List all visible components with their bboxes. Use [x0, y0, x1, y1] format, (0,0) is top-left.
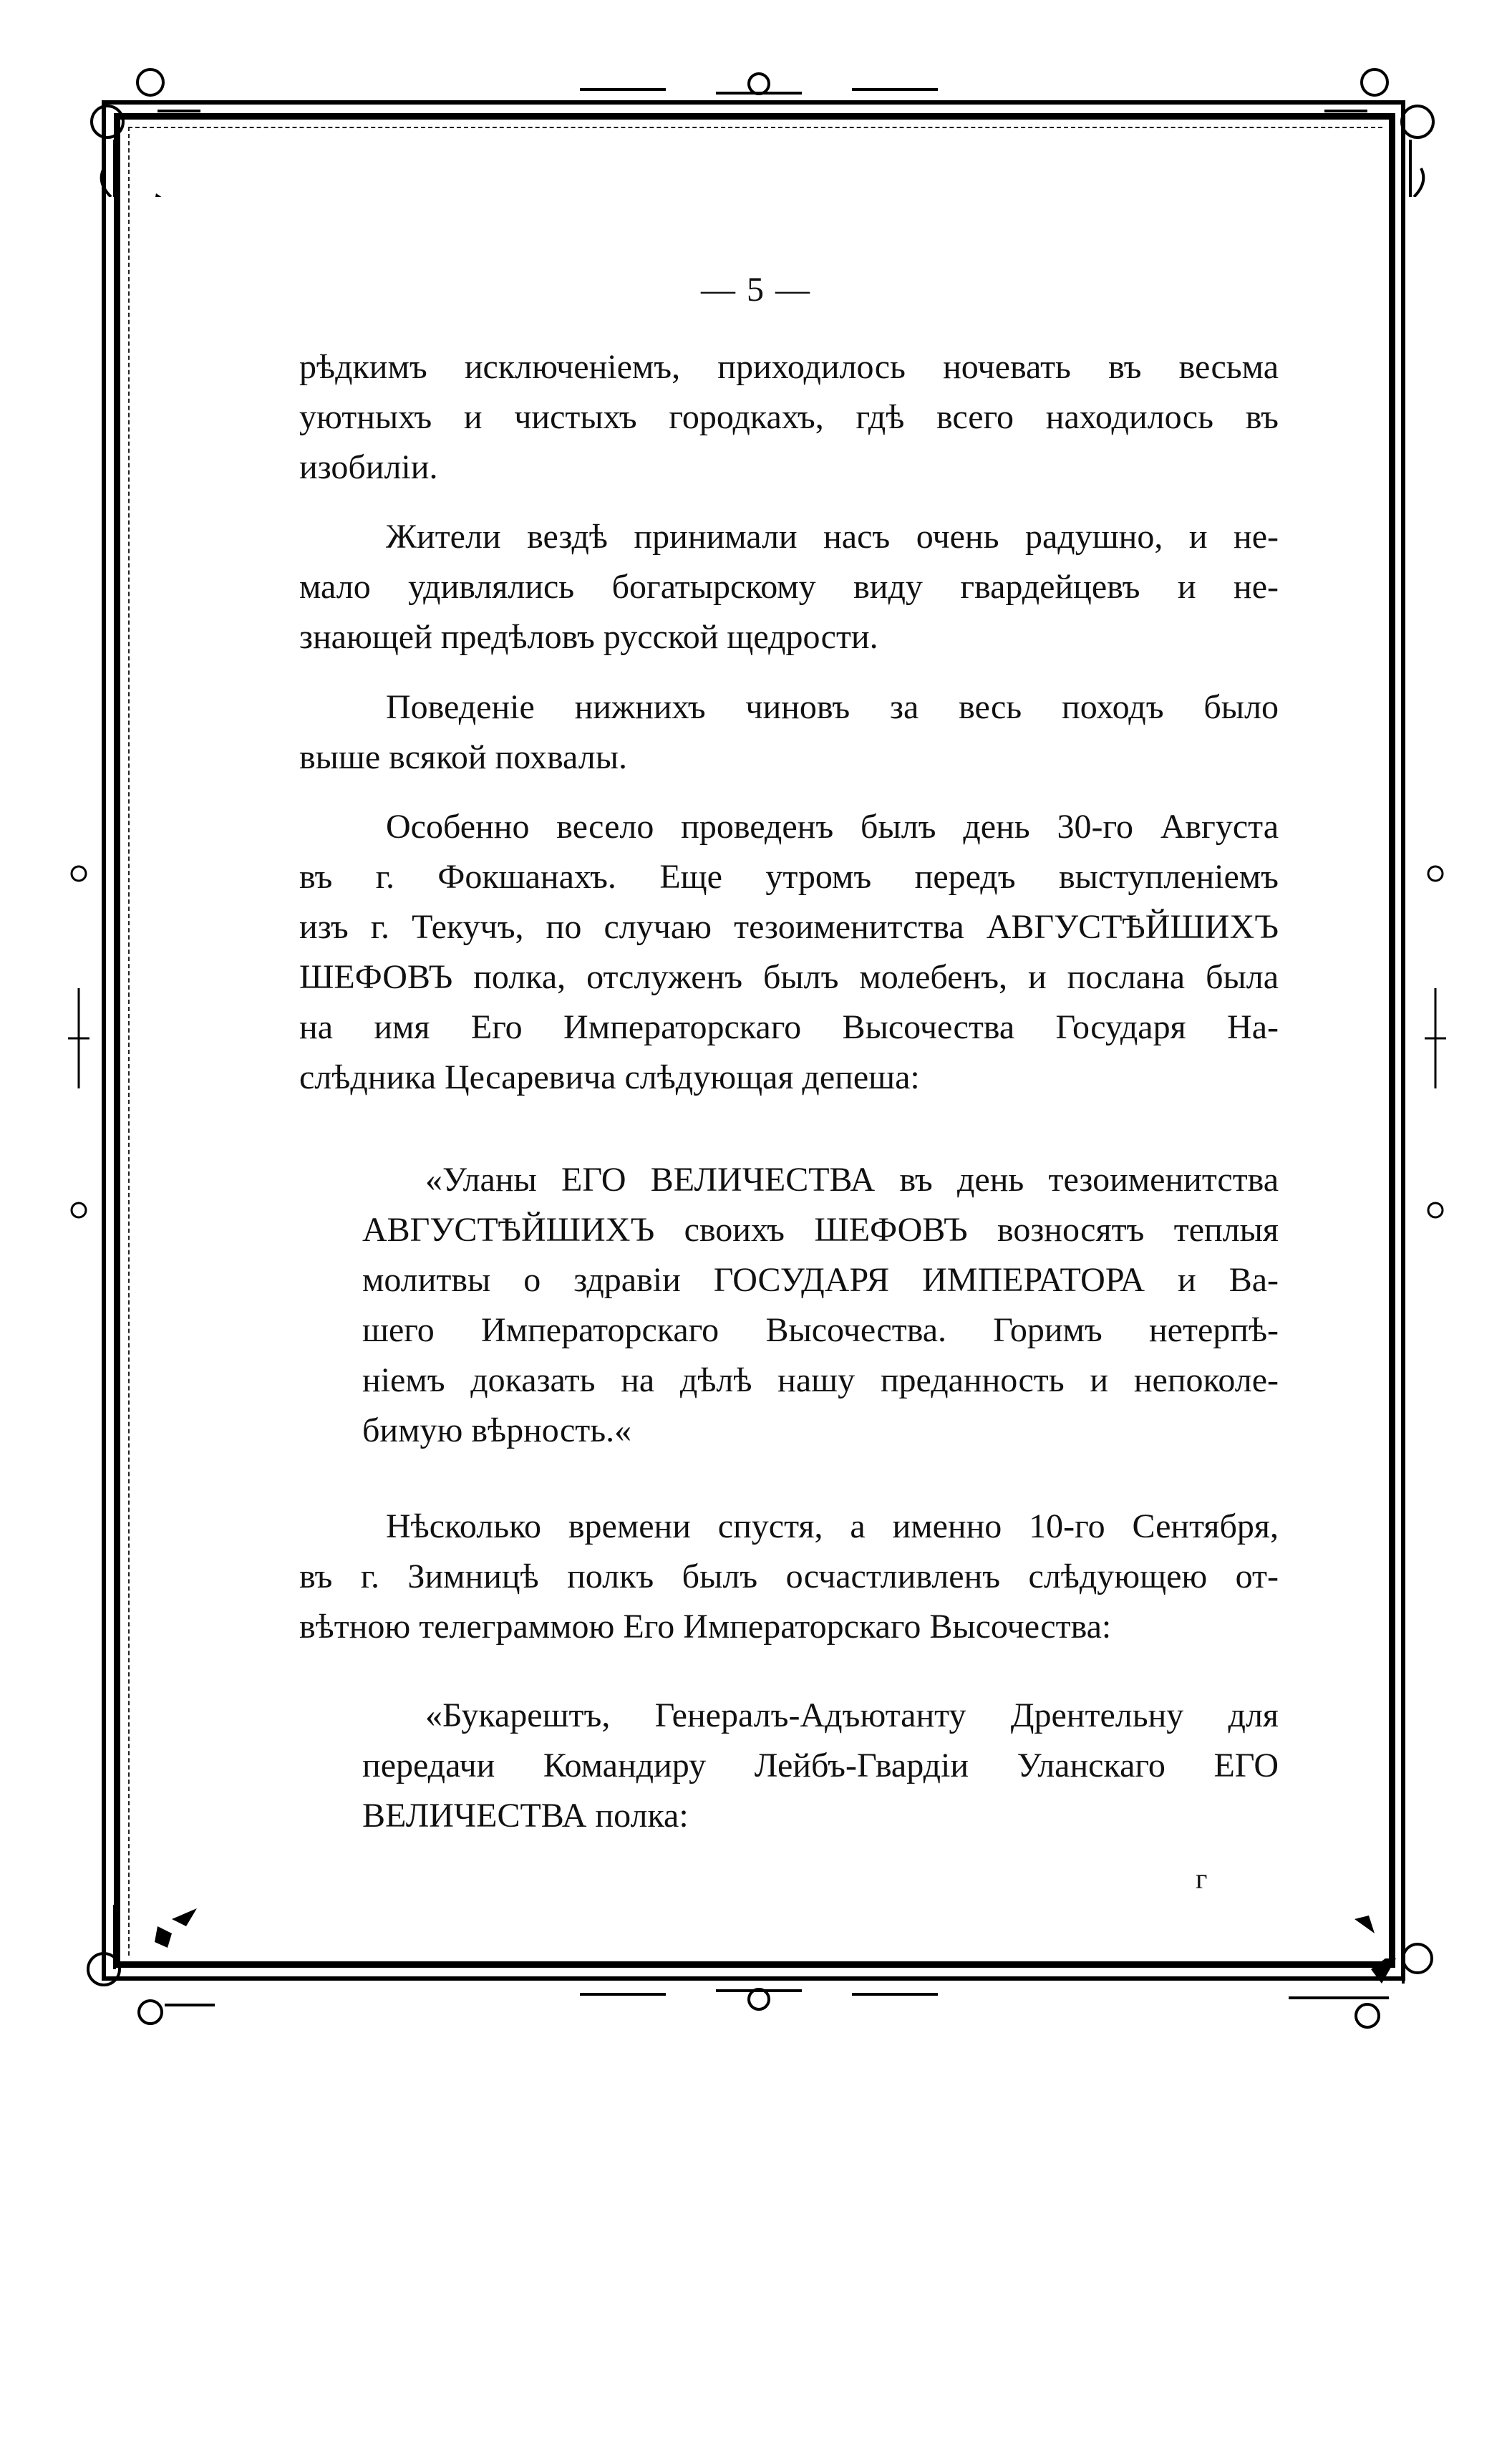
paragraph-1 — [299, 342, 1279, 493]
text-line: на имя Его Императорскаго Высочества Государя На- — [299, 1008, 1279, 1046]
text-line: Нѣсколько времени спустя, а именно 10-го Сентября, — [386, 1507, 1279, 1545]
quote-telegram-1 — [362, 1155, 1279, 1456]
text-line: Жители вездѣ принимали насъ очень радушно, и не- — [386, 518, 1279, 556]
top-edge-ornament — [573, 68, 945, 100]
text-line: вѣтною телеграммою Его Императорскаго Высочества: — [299, 1608, 1112, 1646]
text-line: изъ г. Текучъ, по случаю тезоименитства АВГУСТѢЙШИХЪ — [299, 908, 1279, 946]
text-line: знающей предѣловъ русской щедрости. — [299, 618, 878, 656]
paragraph-2 — [299, 512, 1279, 662]
text-line: «Уланы ЕГО ВЕЛИЧЕСТВА въ день тезоименитства — [425, 1161, 1279, 1199]
text-line: рѣдкимъ исключеніемъ, приходилось ночевать въ весьма — [299, 348, 1279, 386]
text-line: ніемъ доказать на дѣлѣ нашу преданность и непоколе- — [362, 1361, 1279, 1399]
corner-ornament-top-right — [1324, 54, 1453, 197]
paragraph-3 — [299, 682, 1279, 783]
text-line: уютныхъ и чистыхъ городкахъ, гдѣ всего находилось въ — [299, 398, 1279, 436]
text-line: бимую вѣрность.« — [362, 1411, 632, 1449]
corner-ornament-top-left — [72, 54, 200, 197]
page-number: — 5 — — [701, 271, 811, 309]
text-line: выше всякой похвалы. — [299, 738, 627, 776]
text-line: шего Императорскаго Высочества. Горимъ нетерпѣ- — [362, 1311, 1279, 1349]
text-line: Особенно весело проведенъ былъ день 30-го Августа — [386, 808, 1279, 846]
text-line: изобиліи. — [299, 448, 438, 486]
text-line: ШЕФОВЪ полка, отслуженъ былъ молебенъ, и послана была — [299, 958, 1279, 996]
text-line: мало удивлялись богатырскому виду гвардейцевъ и не- — [299, 568, 1279, 606]
left-edge-ornament — [64, 859, 93, 1232]
text-line: ВЕЛИЧЕСТВА полка: — [362, 1797, 689, 1835]
corner-ornament-bottom-right — [1289, 1890, 1446, 2034]
quote-telegram-2 — [362, 1691, 1279, 1841]
text-line: «Букарештъ, Генералъ-Адъютанту Дрентельну для — [425, 1696, 1279, 1734]
corner-ornament-bottom-left — [72, 1890, 215, 2034]
text-line: Поведеніе нижнихъ чиновъ за весь походъ было — [386, 688, 1279, 726]
signature-mark: г — [1196, 1863, 1208, 1895]
text-line: въ г. Фокшанахъ. Еще утромъ передъ выступленіемъ — [299, 858, 1279, 896]
text-line: передачи Командиру Лейбъ-Гвардіи Уланскаго ЕГО — [362, 1747, 1279, 1784]
right-edge-ornament — [1421, 859, 1450, 1232]
paragraph-5 — [299, 1502, 1279, 1652]
bottom-edge-ornament — [573, 1984, 945, 2016]
text-line: молитвы о здравіи ГОСУДАРЯ ИМПЕРАТОРА и Ва- — [362, 1261, 1279, 1299]
text-line: въ г. Зимницѣ полкъ былъ осчастливленъ слѣдующею от- — [299, 1557, 1279, 1595]
paragraph-4 — [299, 802, 1279, 1103]
text-line: слѣдника Цесаревича слѣдующая депеша: — [299, 1058, 920, 1096]
text-line: АВГУСТѢЙШИХЪ своихъ ШЕФОВЪ возносятъ теплыя — [362, 1211, 1279, 1249]
